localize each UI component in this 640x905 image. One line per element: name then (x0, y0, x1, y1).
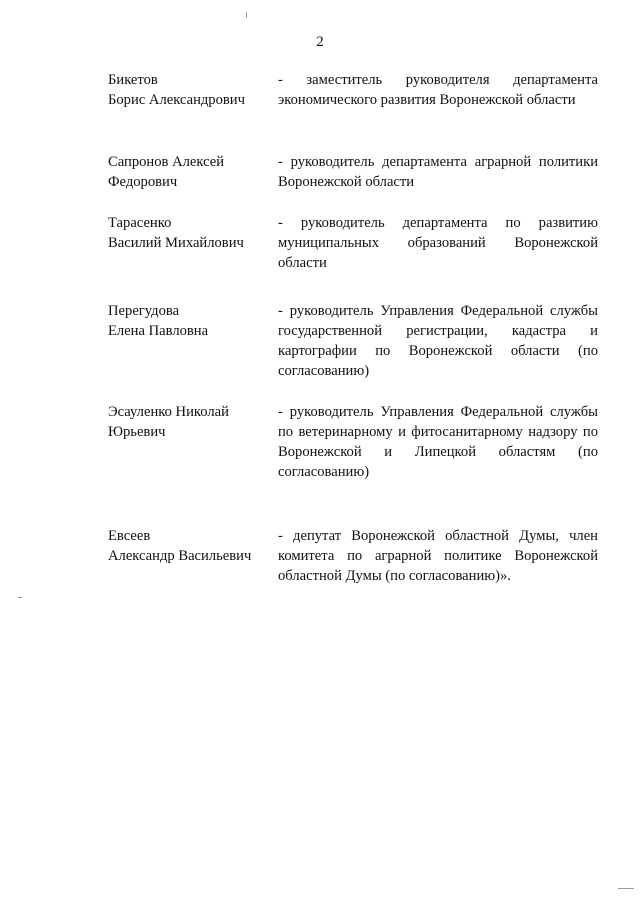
member-surname: Тарасенко (108, 215, 172, 231)
member-given-names: Федорович (108, 174, 178, 190)
page-number: 2 (316, 34, 324, 50)
member-surname: Сапронов Алексей (108, 154, 225, 170)
member-name (108, 301, 268, 341)
member-name (108, 526, 268, 566)
member-position: - руководитель департамента по развитию муниципальных образований Воронежской области (278, 215, 598, 271)
member-position: - руководитель Управления Федеральной службы государственной регистрации, кадастра и картографии по Воронежской области (по согласованию) (278, 303, 598, 379)
member-position: - депутат Воронежской областной Думы, член комитета по аграрной политике Воронежской областной Думы (по согласованию)». (278, 528, 598, 584)
scan-speck (18, 597, 22, 598)
member-name (108, 70, 268, 110)
member-given-names: Юрьевич (108, 424, 166, 440)
member-given-names: Борис Александрович (108, 92, 245, 108)
member-name (108, 213, 268, 253)
member-position: - руководитель департамента аграрной политики Воронежской области (278, 154, 598, 190)
member-given-names: Александр Васильевич (108, 548, 252, 564)
member-surname: Бикетов (108, 72, 158, 88)
member-surname: Перегудова (108, 303, 180, 319)
member-given-names: Василий Михайлович (108, 235, 244, 251)
member-position: - руководитель Управления Федеральной службы по ветеринарному и фитосанитарному надзору по Воронежской и Липецкой областям (по согласованию) (278, 404, 598, 480)
member-surname: Евсеев (108, 528, 151, 544)
scan-speck (246, 12, 247, 18)
member-surname: Эсауленко Николай (108, 404, 229, 420)
member-name (108, 402, 268, 442)
member-position: - заместитель руководителя департамента экономического развития Воронежской области (278, 72, 598, 108)
member-given-names: Елена Павловна (108, 323, 209, 339)
member-name (108, 152, 268, 192)
scan-edge-line (618, 888, 634, 889)
